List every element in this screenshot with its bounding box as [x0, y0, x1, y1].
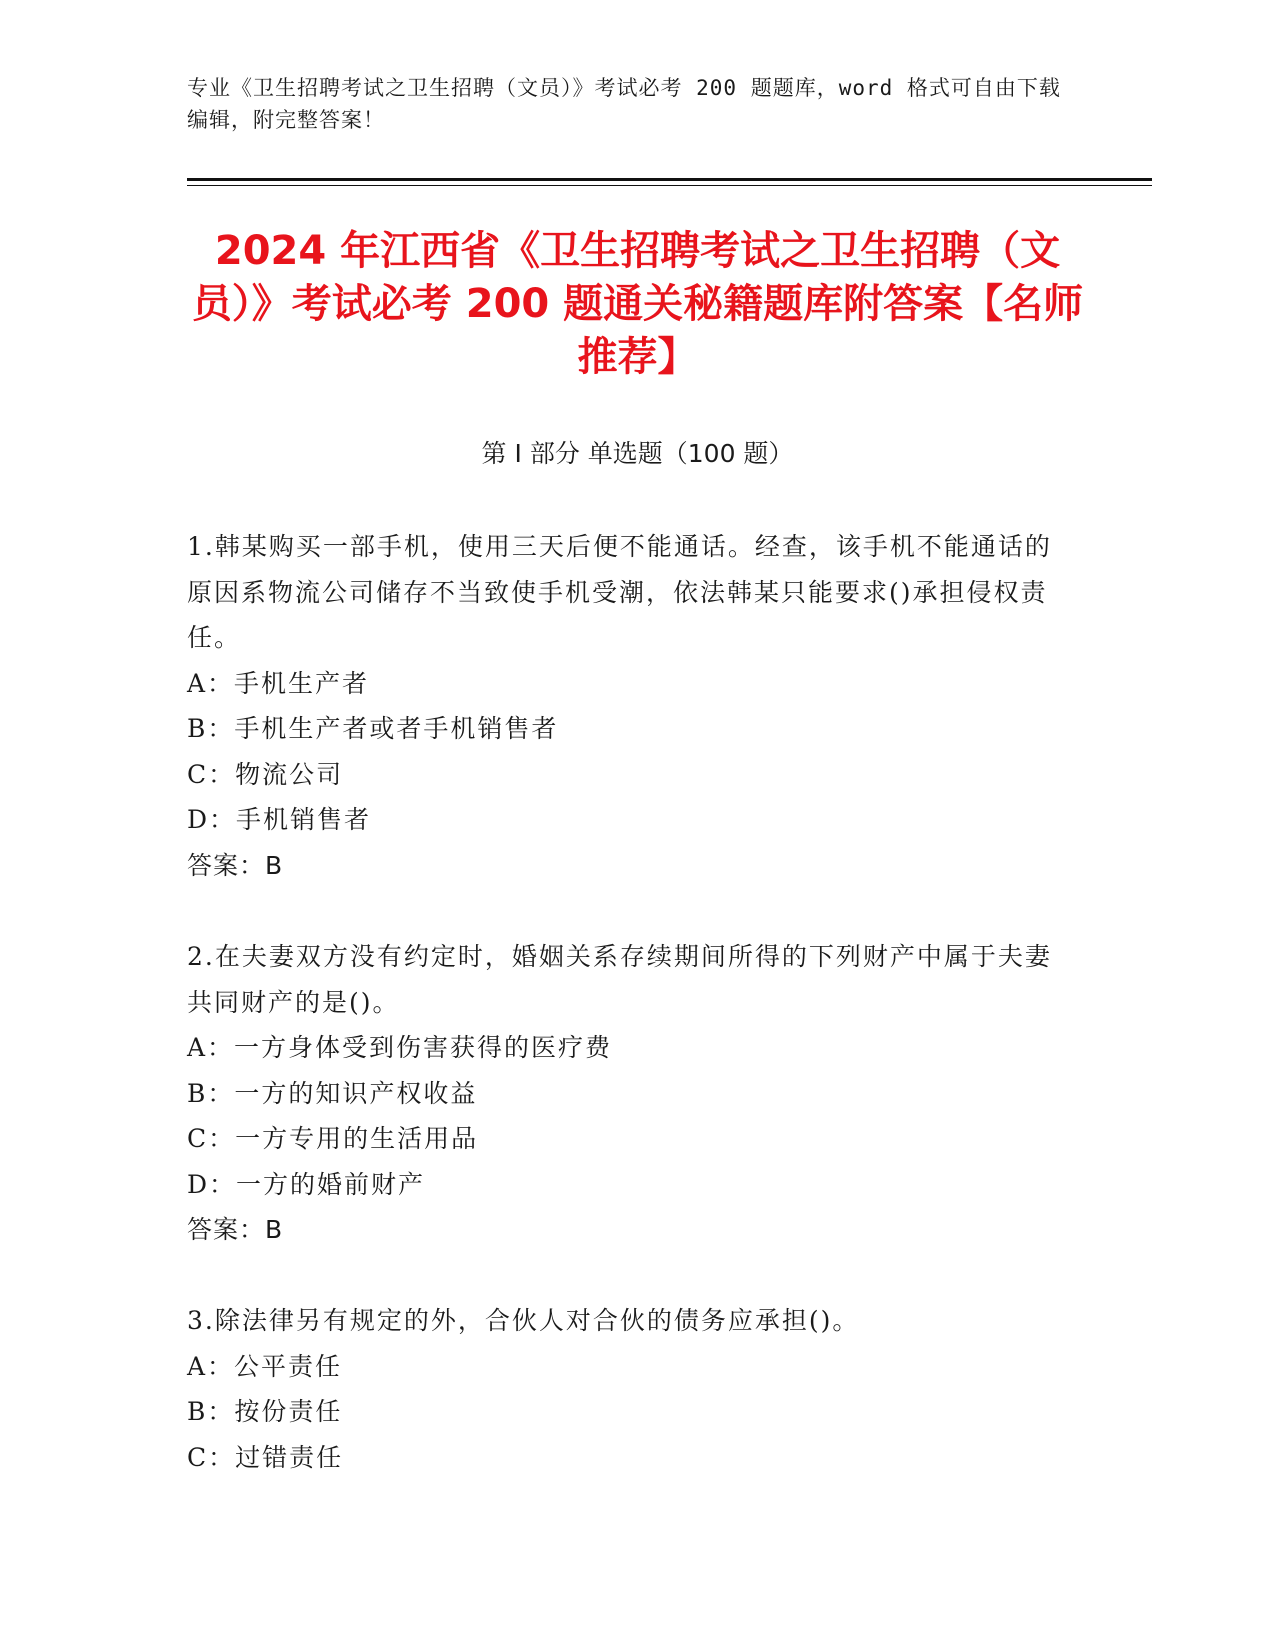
question-block-1 [187, 524, 1067, 888]
option-d: D：一方的婚前财产 [187, 1169, 426, 1199]
option-c: C：一方专用的生活用品 [187, 1124, 479, 1153]
question-block-3 [187, 1298, 1067, 1480]
answer-line: 答案：B [187, 1215, 284, 1244]
question-text: 1.韩某购买一部手机，使用三天后便不能通话。经查，该手机不能通话的原因系物流公司储存不当致使手机受潮，依法韩某只能要求()承担侵权责任。 [187, 532, 1052, 652]
option-b: B：一方的知识产权收益 [187, 1078, 478, 1108]
document-title: 2024 年江西省《卫生招聘考试之卫生招聘（文员）》考试必考 200 题通关秘籍题库附答案【名师推荐】 [191, 228, 1084, 380]
section-heading: 第 I 部分 单选题（100 题） [481, 439, 794, 468]
option-c: C：物流公司 [187, 759, 344, 789]
option-c: C：过错责任 [187, 1442, 344, 1472]
option-a: A：公平责任 [187, 1351, 343, 1381]
option-b: B：按份责任 [187, 1397, 343, 1426]
option-b: B：手机生产者或者手机销售者 [187, 714, 559, 743]
header-divider-thin [187, 185, 1152, 186]
question-block-2 [187, 934, 1067, 1253]
answer-line: 答案：B [187, 850, 284, 880]
header-divider-thick [187, 178, 1152, 181]
question-text: 3.除法律另有规定的外，合伙人对合伙的债务应承担()。 [187, 1306, 860, 1335]
option-a: A：一方身体受到伤害获得的医疗费 [187, 1033, 613, 1062]
option-d: D：手机销售者 [187, 805, 372, 834]
question-text: 2.在夫妻双方没有约定时，婚姻关系存续期间所得的下列财产中属于夫妻共同财产的是()。 [187, 942, 1052, 1017]
option-a: A：手机生产者 [187, 668, 370, 698]
header-note: 专业《卫生招聘考试之卫生招聘（文员）》考试必考 200 题题库，word 格式可自由下载编辑，附完整答案！ [187, 76, 1061, 132]
